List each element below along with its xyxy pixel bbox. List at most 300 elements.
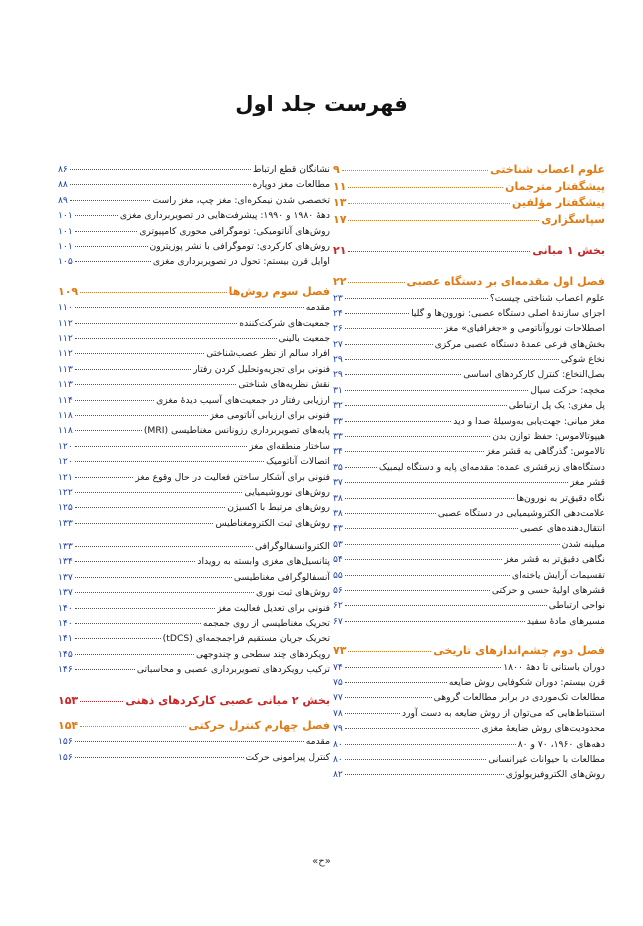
toc-entry-page: ۱۳۳ (58, 517, 73, 529)
toc-entry-page: ۳۴ (333, 446, 343, 458)
toc-entry-page: ۸۰ (333, 738, 343, 750)
toc-entry-page: ۱۱ (333, 179, 347, 193)
dot-leader (75, 430, 142, 431)
toc-entry-page: ۱۰۹ (58, 284, 79, 298)
dot-leader (345, 359, 559, 360)
toc-entry[interactable] (333, 337, 605, 352)
toc-entry[interactable] (58, 601, 330, 616)
dot-leader (75, 669, 135, 670)
toc-entry-title: پتانسیل‌های مغزی وابسته به رویداد (197, 556, 330, 568)
toc-entry-title: تخصصی شدن نیمکره‌ای: مغز چپ، مغز راست (152, 194, 330, 206)
toc-entry[interactable] (58, 377, 330, 392)
dot-leader (345, 405, 507, 406)
toc-entry[interactable] (58, 616, 330, 631)
spacer (58, 270, 330, 284)
toc-entry-title: دستگاه‌های زیرقشری عمده: مقدمه‌ای پایه و دستگاه لیمبیک (378, 461, 605, 473)
toc-entry-title: محدودیت‌های روش ضایعۀ مغزی (481, 723, 605, 735)
toc-entry-page: ۱۱۳ (58, 379, 73, 391)
toc-entry-page: ۱۴۱ (58, 633, 73, 645)
toc-entry-page: ۱۲۱ (58, 471, 73, 483)
toc-entry[interactable] (58, 585, 330, 600)
dot-leader (345, 544, 560, 545)
toc-entry-page: ۲۹ (333, 369, 343, 381)
toc-entry[interactable] (333, 306, 605, 321)
spacer (58, 710, 330, 718)
toc-entry-title: جمعیت‌های شرکت‌کننده (239, 317, 330, 329)
toc-entry-title: تقسیمات آرایش یاخته‌ای (511, 569, 605, 581)
toc-entry-page: ۶۲ (333, 600, 343, 612)
toc-entry[interactable] (58, 485, 330, 500)
dot-leader (345, 728, 480, 729)
toc-entry-title: ساختار منطقه‌ای مغز (249, 440, 330, 452)
toc-entry-title: الکتروانسفالوگرافی (254, 541, 330, 553)
toc-entry-page: ۶۷ (333, 615, 343, 627)
dot-leader (348, 187, 503, 188)
dot-leader (75, 231, 137, 232)
toc-entry-page: ۷۳ (333, 644, 347, 658)
dot-leader (345, 744, 516, 745)
toc-entry-title: بخش ۱ مبانی (532, 244, 605, 257)
toc-entry-title: تحریک مغناطیسی از روی جمجمه (202, 618, 330, 630)
dot-leader (345, 513, 436, 514)
toc-chapter-entry[interactable] (333, 274, 605, 291)
toc-entry-page: ۵۵ (333, 569, 343, 581)
toc-entry[interactable] (58, 300, 330, 315)
toc-entry-page: ۱۱۰ (58, 302, 73, 314)
toc-entry[interactable] (58, 408, 330, 423)
toc-chapter-entry[interactable] (58, 284, 330, 301)
toc-entry[interactable] (58, 750, 330, 765)
dot-leader (75, 477, 133, 478)
toc-entry[interactable] (333, 444, 605, 459)
toc-entry-page: ۱۲۰ (58, 456, 73, 468)
toc-entry-page: ۷۸ (333, 707, 343, 719)
dot-leader (345, 421, 451, 422)
toc-entry[interactable] (58, 454, 330, 469)
toc-entry-title: مطالعات با حیوانات غیرانسانی (488, 753, 605, 765)
toc-entry-title: نخاع شوکی (560, 354, 605, 366)
toc-entry[interactable] (333, 737, 605, 752)
toc-entry[interactable] (333, 383, 605, 398)
toc-entry-title: مقدمه (305, 736, 330, 748)
toc-entry[interactable] (58, 346, 330, 361)
toc-entry-title: بخش‌های فرعی عمدۀ دستگاه عصبی مرکزی (434, 338, 605, 350)
dot-leader (345, 528, 518, 529)
dot-leader (75, 215, 118, 216)
toc-entry-title: پل مغزی: یک پل ارتباطی (508, 400, 605, 412)
dot-leader (70, 184, 251, 185)
toc-entry-title: مسیرهای مادۀ سفید (526, 615, 605, 627)
toc-entry-page: ۱۴۶ (58, 664, 73, 676)
toc-entry[interactable] (333, 552, 605, 567)
toc-entry[interactable] (333, 583, 605, 598)
toc-entry-title: روش‌های آناتومیکی: توموگرافی محوری کامپیوتری (139, 225, 330, 237)
dot-leader (345, 697, 432, 698)
toc-entry-title: علامت‌دهی الکتروشیمیایی در دستگاه عصبی (437, 507, 605, 519)
toc-entry-page: ۲۹ (333, 354, 343, 366)
toc-entry-title: جمعیت بالینی (278, 333, 330, 345)
dot-leader (75, 623, 201, 624)
toc-entry[interactable] (333, 568, 605, 583)
toc-entry-title: اجزای سازندۀ اصلی دستگاه عصبی: نورون‌ها و گلیا (411, 307, 605, 319)
toc-entry-page: ۷۵ (333, 676, 343, 688)
toc-entry-title: استنباط‌هایی که می‌توان از روش ضایعه به دست آورد (402, 707, 605, 719)
toc-entry[interactable] (333, 414, 605, 429)
dot-leader (75, 577, 232, 578)
dot-leader (75, 461, 264, 462)
toc-entry-title: نشانگان قطع ارتباط (252, 164, 330, 175)
toc-chapter-entry[interactable] (333, 162, 605, 179)
toc-entry-page: ۵۳ (333, 538, 343, 550)
toc-entry-title: بصل‌النخاع: کنترل کارکردهای اساسی (463, 369, 605, 381)
dot-leader (75, 507, 225, 508)
toc-entry-page: ۱۱۲ (58, 348, 73, 360)
toc-entry-page: ۲۲ (333, 275, 347, 288)
dot-leader (345, 590, 490, 591)
toc-entry-page: ۱۱۸ (58, 409, 73, 421)
toc-entry-page: ۲۳ (333, 292, 343, 304)
spacer (333, 228, 605, 242)
toc-entry[interactable] (333, 398, 605, 413)
toc-entry[interactable] (333, 675, 605, 690)
toc-entry-page: ۳۸ (333, 492, 343, 504)
dot-leader (345, 344, 433, 345)
toc-entry[interactable] (333, 752, 605, 767)
toc-entry-title: اتصالات آناتومیک (266, 456, 330, 468)
toc-entry-title: مقدمه (305, 302, 330, 314)
dot-leader (70, 200, 151, 201)
dot-leader (75, 400, 154, 401)
dot-leader (75, 415, 208, 416)
toc-entry-page: ۱۴۰ (58, 602, 73, 614)
toc-entry[interactable] (333, 475, 605, 490)
toc-entry-title: ارزیابی رفتار در جمعیت‌های آسیب دیدۀ مغزی (156, 394, 330, 406)
toc-entry[interactable] (58, 439, 330, 454)
toc-entry-page: ۱۴۰ (58, 618, 73, 630)
toc-entry-title: پایه‌های تصویربرداری رزونانس مغناطیسی (MRI) (143, 425, 330, 437)
toc-entry-title: فنونی برای تجزیه‌وتحلیل کردن رفتار (192, 363, 330, 375)
toc-entry-page: ۱۰۱ (58, 240, 73, 252)
spacer (333, 629, 605, 643)
toc-entry-page: ۱۵۶ (58, 736, 73, 748)
dot-leader (80, 726, 186, 727)
toc-entry-page: ۸۶ (58, 164, 68, 175)
toc-entry-page: ۳۲ (333, 400, 343, 412)
toc-entry-page: ۱۰۱ (58, 225, 73, 237)
toc-entry-title: فنونی برای تعدیل فعالیت مغز (216, 602, 330, 614)
dot-leader (345, 467, 377, 468)
toc-entry-page: ۲۶ (333, 323, 343, 335)
toc-entry-title: دهۀ ۱۹۸۰ و ۱۹۹۰: پیشرفت‌هایی در تصویربرداری مغزی (119, 210, 330, 222)
toc-entry-page: ۱۱۲ (58, 317, 73, 329)
toc-entry-page: ۷۹ (333, 723, 343, 735)
dot-leader (345, 374, 461, 375)
dot-leader (348, 251, 530, 252)
dot-leader (348, 651, 431, 652)
dot-leader (75, 546, 253, 547)
dot-leader (75, 246, 148, 247)
toc-entry-page: ۱۱۳ (58, 363, 73, 375)
toc-entry[interactable] (58, 570, 330, 585)
toc-entry-title: قشرهای اولیۀ حسی و حرکتی (491, 584, 605, 596)
page-number: «ح» (312, 856, 331, 867)
toc-entry[interactable] (58, 662, 330, 677)
toc-entry[interactable] (58, 316, 330, 331)
toc-entry-page: ۱۷ (333, 212, 347, 226)
toc-entry[interactable] (333, 690, 605, 705)
toc-right-column (333, 162, 605, 783)
toc-entry[interactable] (58, 500, 330, 515)
toc-entry-title: روش‌های نوروشیمیایی (244, 486, 330, 498)
toc-entry[interactable] (333, 721, 605, 736)
dot-leader (75, 741, 304, 742)
toc-entry[interactable] (333, 460, 605, 475)
toc-entry-page: ۱۰۱ (58, 210, 73, 222)
toc-entry-title: فنونی برای آشکار ساختن فعالیت در حال وقوع مغز (135, 471, 330, 483)
dot-leader (345, 298, 488, 299)
toc-chapter-entry[interactable] (333, 195, 605, 212)
toc-entry[interactable] (58, 362, 330, 377)
toc-entry-page: ۳۸ (333, 507, 343, 519)
toc-entry-page: ۱۵۳ (58, 693, 79, 707)
toc-entry-page: ۱۳۴ (58, 556, 73, 568)
toc-entry[interactable] (333, 521, 605, 536)
toc-entry-title: مطالعات تک‌موردی در برابر مطالعات گروهی (433, 692, 605, 704)
toc-entry-page: ۹ (333, 163, 340, 176)
toc-entry[interactable] (58, 631, 330, 646)
toc-entry[interactable] (58, 162, 330, 177)
toc-entry-title: میلینه شدن (561, 538, 605, 550)
toc-entry-title: مطالعات مغز دوپاره (252, 179, 330, 191)
toc-entry-title: روش‌های ثبت الکترومغناطیس (215, 517, 330, 529)
toc-entry-page: ۸۲ (333, 769, 343, 781)
toc-entry-page: ۳۱ (333, 384, 343, 396)
toc-entry-title: سپاسگزاری (541, 212, 605, 226)
toc-entry-title: علوم اعصاب شناختی چیست؟ (489, 292, 605, 304)
toc-entry[interactable] (58, 423, 330, 438)
spacer (58, 678, 330, 692)
toc-part-entry[interactable] (58, 692, 330, 710)
dot-leader (345, 774, 504, 775)
dot-leader (348, 203, 510, 204)
dot-leader (75, 323, 237, 324)
toc-entry-page: ۱۲۰ (58, 440, 73, 452)
dot-leader (80, 701, 123, 702)
toc-entry-page: ۳۵ (333, 461, 343, 473)
toc-entry-title: قشر مغز (569, 477, 605, 489)
dot-leader (75, 384, 237, 385)
toc-entry-title: رویکردهای چند سطحی و چندوجهی (196, 648, 330, 660)
toc-entry-page: ۱۱۸ (58, 425, 73, 437)
toc-entry-title: روش‌های الکتروفیزیولوژی (505, 769, 605, 781)
dot-leader (345, 575, 510, 576)
toc-entry[interactable] (58, 331, 330, 346)
toc-entry-page: ۵۴ (333, 554, 343, 566)
dot-leader (345, 451, 484, 452)
toc-entry[interactable] (58, 193, 330, 208)
toc-entry[interactable] (333, 660, 605, 675)
dot-leader (75, 608, 215, 609)
toc-entry-title: هیپوتالاموس: حفظ توازن بدن (492, 431, 605, 443)
toc-entry-page: ۱۵۶ (58, 751, 73, 763)
toc-entry-page: ۵۶ (333, 584, 343, 596)
toc-chapter-entry[interactable] (333, 212, 605, 229)
dot-leader (345, 498, 515, 499)
dot-leader (345, 482, 568, 483)
dot-leader (75, 654, 194, 655)
toc-entry-title: مخچه: حرکت سیال (530, 384, 605, 396)
dot-leader (345, 682, 447, 683)
dot-leader (345, 759, 486, 760)
toc-entry-page: ۲۴ (333, 307, 343, 319)
toc-entry-page: ۴۳ (333, 523, 343, 535)
toc-entry-page: ۲۱ (333, 244, 347, 257)
toc-entry-page: ۱۳۷ (58, 587, 73, 599)
toc-entry-page: ۳۳ (333, 415, 343, 427)
dot-leader (345, 621, 525, 622)
toc-entry-title: دهه‌های ۱۹۶۰، ۷۰ و ۸۰ (517, 738, 605, 750)
dot-leader (75, 523, 214, 524)
dot-leader (75, 261, 151, 262)
toc-entry[interactable] (333, 537, 605, 552)
toc-chapter-entry[interactable] (58, 718, 330, 735)
dot-leader (345, 559, 502, 560)
dot-leader (75, 492, 243, 493)
toc-entry-title: روش‌های کارکردی: توموگرافی با نشر پوزیترون (149, 240, 330, 252)
toc-chapter-entry[interactable] (333, 179, 605, 196)
dot-leader (75, 638, 161, 639)
toc-entry-title: نقش نظریه‌های شناختی (238, 379, 330, 391)
toc-entry-page: ۱۰۵ (58, 256, 73, 268)
toc-entry-page: ۲۷ (333, 338, 343, 350)
toc-entry-title: فصل چهارم کنترل حرکتی (188, 718, 330, 732)
dot-leader (75, 307, 304, 308)
toc-entry-page: ۳۷ (333, 477, 343, 489)
dot-leader (345, 328, 442, 329)
toc-entry[interactable] (333, 598, 605, 613)
spacer (333, 260, 605, 274)
toc-left-column (58, 162, 330, 765)
toc-entry[interactable] (333, 706, 605, 721)
toc-entry-page: ۱۴۵ (58, 648, 73, 660)
toc-entry[interactable] (333, 767, 605, 782)
toc-chapter-entry[interactable] (333, 643, 605, 660)
toc-entry[interactable] (333, 321, 605, 336)
toc-entry-title: نواحی ارتباطی (548, 600, 605, 612)
dot-leader (75, 592, 254, 593)
dot-leader (342, 170, 488, 171)
dot-leader (348, 282, 404, 283)
toc-entry-title: تالاموس: گذرگاهی به قشر مغز (485, 446, 605, 458)
toc-entry-title: آنسفالوگرافی مغناطیسی (233, 571, 330, 583)
toc-entry[interactable] (333, 614, 605, 629)
toc-entry-page: ۸۰ (333, 753, 343, 765)
toc-entry[interactable] (58, 470, 330, 485)
toc-entry-title: اوایل قرن بیستم: تحول در تصویربرداری مغزی (152, 256, 330, 268)
dot-leader (348, 220, 539, 221)
dot-leader (75, 353, 204, 354)
toc-entry-page: ۱۱۲ (58, 333, 73, 345)
dot-leader (75, 338, 277, 339)
spacer (58, 531, 330, 539)
page-title: فهرست جلد اول (235, 92, 408, 116)
toc-entry[interactable] (58, 177, 330, 192)
toc-entry-page: ۱۵۴ (58, 718, 79, 732)
toc-entry[interactable] (58, 208, 330, 223)
toc-entry-title: انتقال‌دهنده‌های عصبی (520, 523, 605, 535)
dot-leader (75, 369, 191, 370)
toc-entry-page: ۷۴ (333, 661, 343, 673)
dot-leader (345, 713, 400, 714)
toc-entry-title: فنونی برای ارزیابی آناتومی مغز (209, 409, 330, 421)
toc-entry-page: ۱۳۷ (58, 571, 73, 583)
toc-entry[interactable] (58, 239, 330, 254)
toc-entry-page: ۱۱۴ (58, 394, 73, 406)
dot-leader (75, 561, 196, 562)
dot-leader (345, 605, 547, 606)
toc-entry[interactable] (333, 491, 605, 506)
toc-entry[interactable] (333, 352, 605, 367)
toc-entry[interactable] (58, 539, 330, 554)
toc-entry[interactable] (58, 554, 330, 569)
toc-entry-title: نگاهی دقیق‌تر به قشر مغز (504, 554, 605, 566)
toc-part-entry[interactable] (333, 242, 605, 260)
dot-leader (345, 436, 490, 437)
toc-entry[interactable] (58, 254, 330, 269)
toc-entry-page: ۱۲۵ (58, 502, 73, 514)
toc-entry-title: فصل دوم چشم‌اندازهای تاریخی (433, 644, 605, 658)
dot-leader (80, 292, 226, 293)
toc-entry-title: علوم اعصاب شناختی (490, 163, 605, 176)
dot-leader (75, 446, 247, 447)
toc-entry-title: نگاه دقیق‌تر به نورون‌ها (516, 492, 605, 504)
toc-entry-page: ۸۸ (58, 179, 68, 191)
toc-entry-title: دوران باستانی تا دهۀ ۱۸۰۰ (503, 661, 605, 673)
toc-entry[interactable] (58, 224, 330, 239)
toc-entry-page: ۷۷ (333, 692, 343, 704)
dot-leader (75, 757, 244, 758)
toc-entry[interactable] (333, 367, 605, 382)
toc-entry-title: فصل سوم روش‌ها (228, 284, 330, 298)
toc-entry-page: ۱۳ (333, 196, 347, 209)
toc-entry-title: اصطلاحات نوروآناتومی و «جغرافیای» مغز (443, 323, 605, 335)
toc-entry-title: فصل اول مقدمه‌ای بر دستگاه عصبی (406, 275, 605, 288)
toc-entry-page: ۱۳۳ (58, 541, 73, 553)
toc-entry-title: بخش ۲ مبانی عصبی کارکردهای ذهنی (125, 693, 330, 707)
toc-entry[interactable] (58, 516, 330, 531)
toc-entry[interactable] (58, 647, 330, 662)
toc-entry-page: ۱۲۲ (58, 486, 73, 498)
toc-entry-title: افراد سالم از نظر عصب‌شناختی (206, 348, 330, 360)
dot-leader (345, 390, 528, 391)
toc-entry[interactable] (333, 429, 605, 444)
toc-entry[interactable] (58, 734, 330, 749)
toc-entry[interactable] (58, 393, 330, 408)
toc-entry-title: پیشگفتار مترجمان (505, 179, 605, 193)
toc-entry-title: کنترل پیرامونی حرکت (245, 751, 330, 763)
toc-entry-title: روش‌های ثبت نوری (255, 587, 330, 599)
toc-entry-title: قرن بیستم: دوران شکوفایی روش ضایعه (448, 676, 605, 688)
toc-entry-title: ترکیب رویکردهای تصویربرداری عصبی و محاسباتی (136, 664, 330, 676)
toc-entry-title: تحریک جریان مستقیم فراجمجمه‌ای (tDCS) (162, 633, 330, 645)
toc-entry[interactable] (333, 291, 605, 306)
toc-entry-page: ۳۳ (333, 431, 343, 443)
toc-entry[interactable] (333, 506, 605, 521)
dot-leader (345, 313, 409, 314)
toc-entry-title: مغز میانی: جهت‌یابی به‌وسیلۀ صدا و دید (453, 415, 605, 427)
dot-leader (345, 667, 501, 668)
toc-entry-title: روش‌های مرتبط با اکسیژن (227, 502, 330, 514)
